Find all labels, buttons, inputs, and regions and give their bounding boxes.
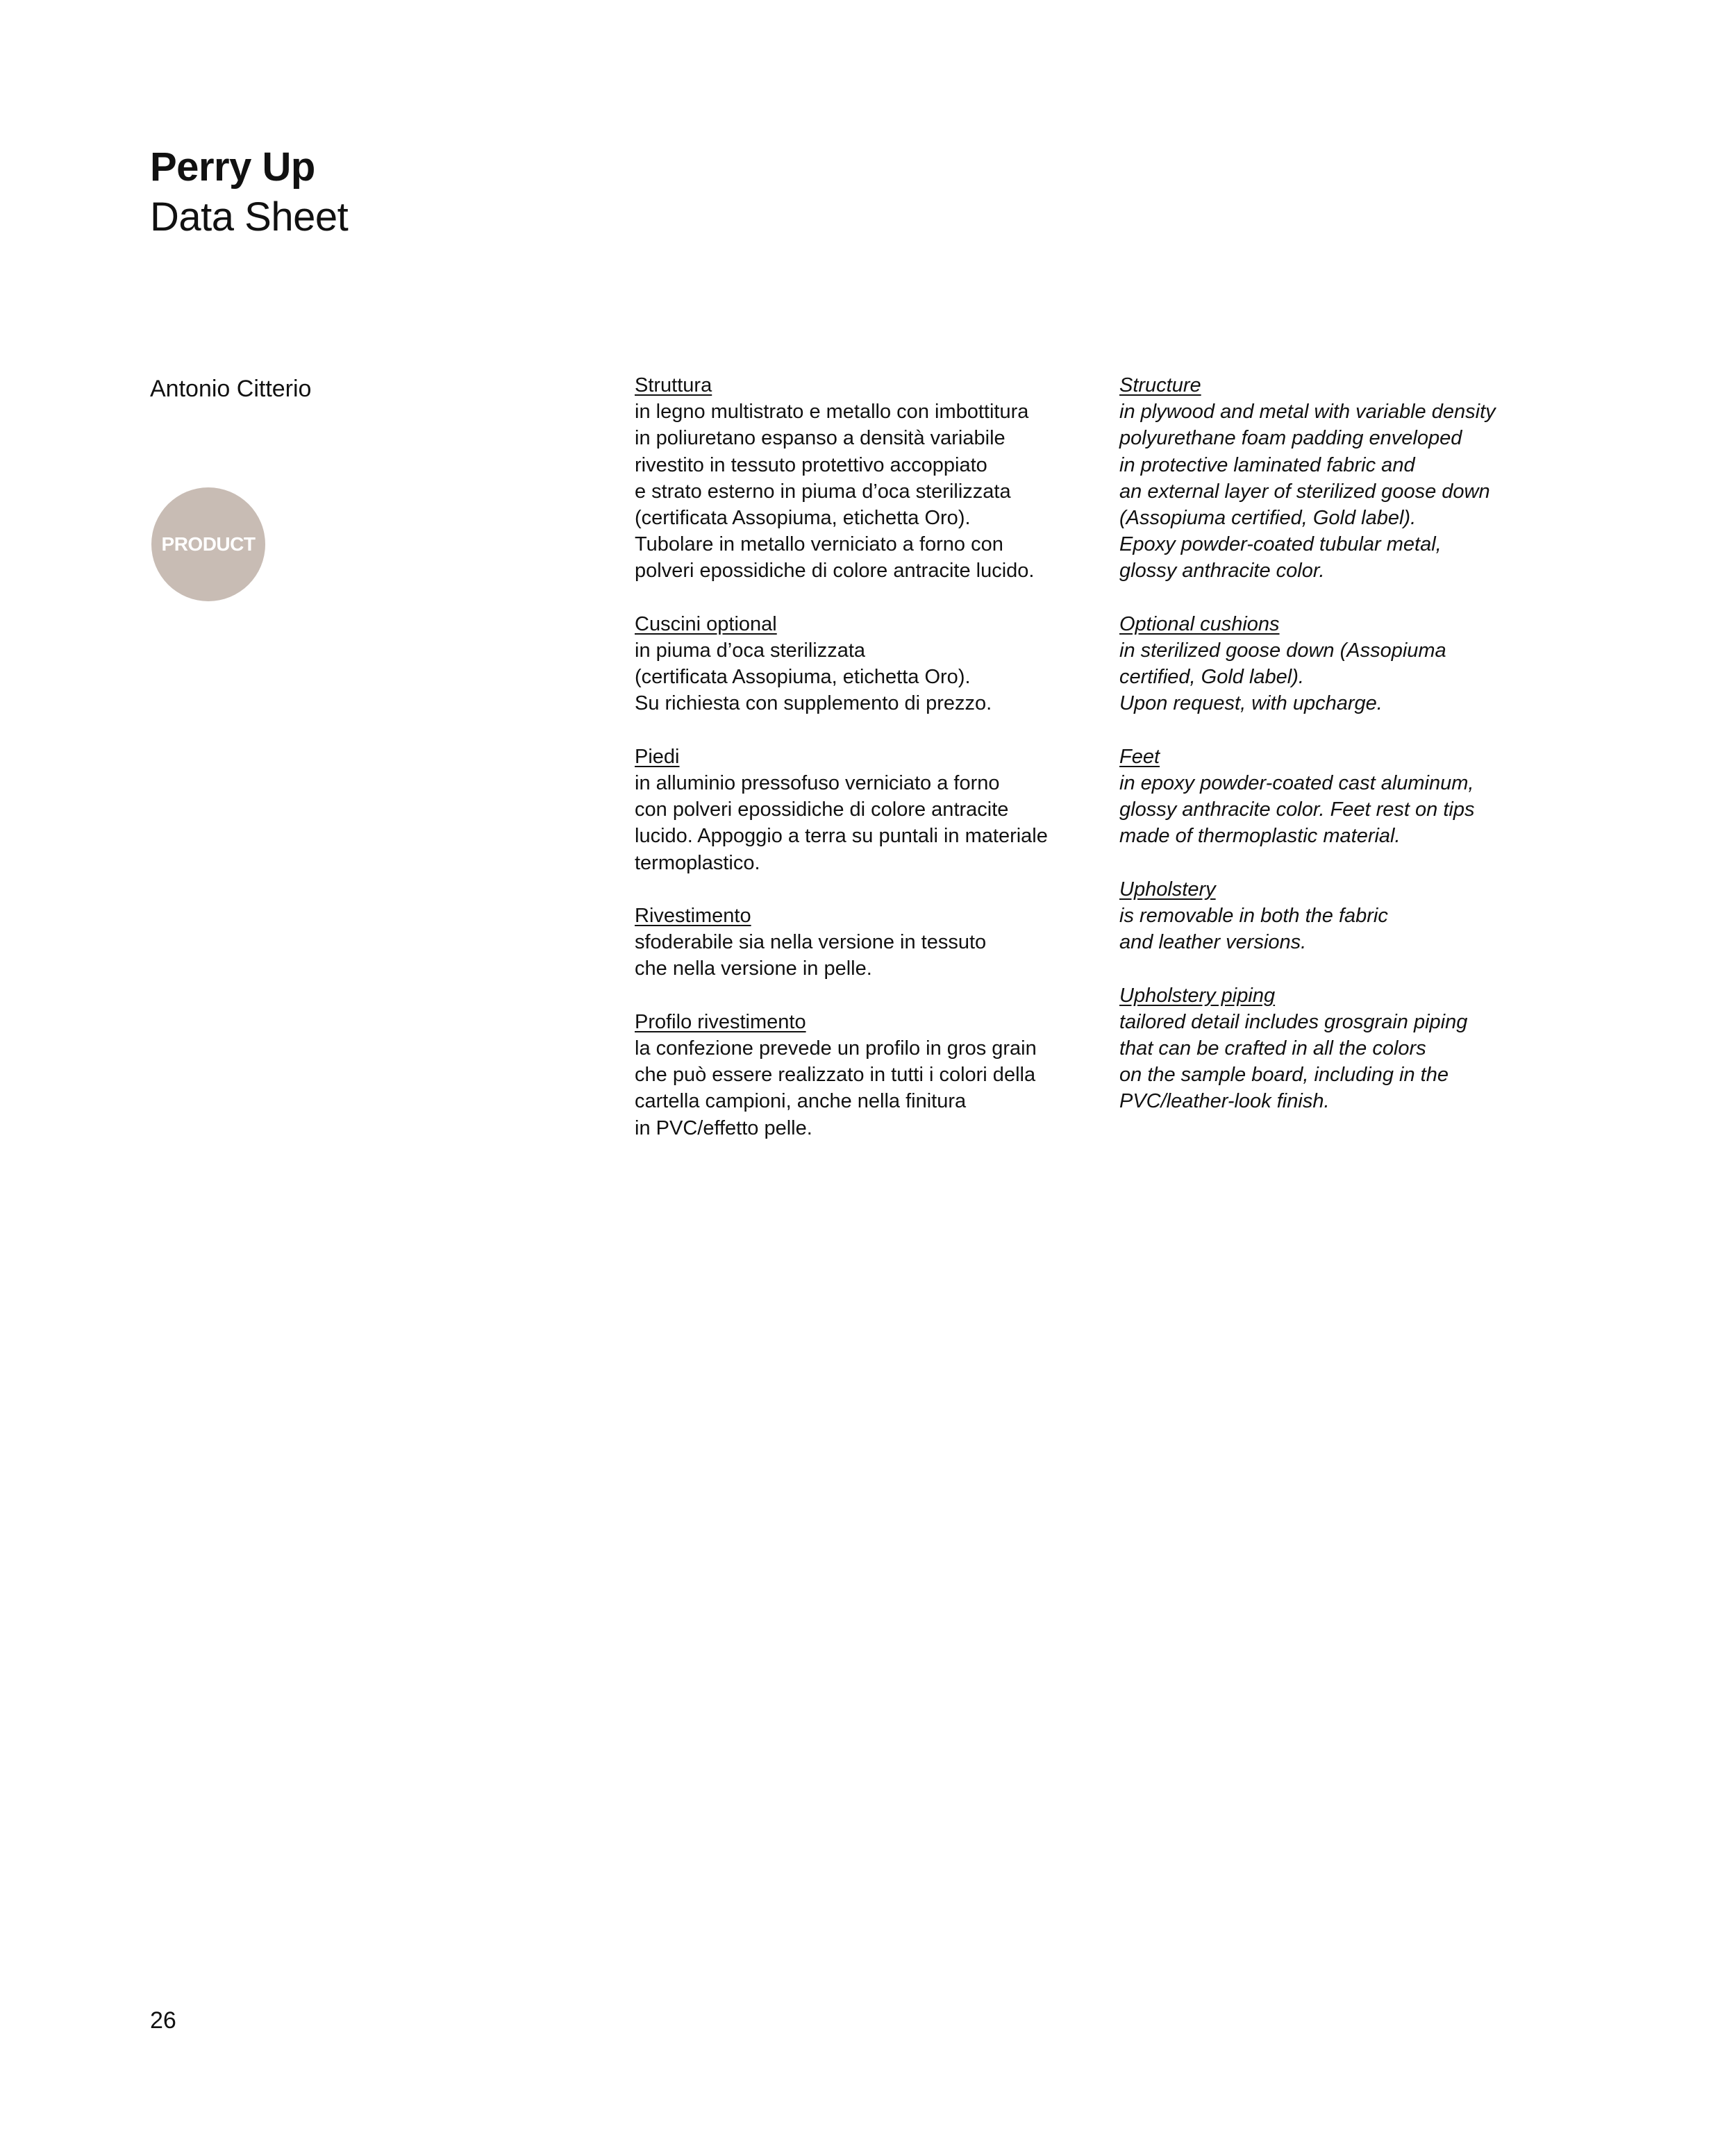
spec-line: in alluminio pressofuso verniciato a forno xyxy=(635,772,1000,795)
spec-line: Tubolare in metallo verniciato a forno con xyxy=(635,533,1003,556)
spec-line: PVC/leather-look finish. xyxy=(1119,1090,1330,1113)
spec-line: and leather versions. xyxy=(1119,931,1307,954)
spec-line: Su richiesta con supplemento di prezzo. xyxy=(635,692,992,715)
spec-heading: Optional cushions xyxy=(1119,612,1280,635)
page-number: 26 xyxy=(150,2007,176,2034)
spec-section xyxy=(635,372,1114,585)
spec-line: che nella versione in pelle. xyxy=(635,957,872,980)
spec-heading: Cuscini optional xyxy=(635,612,777,635)
italian-specifications xyxy=(635,372,1114,1168)
product-badge xyxy=(151,487,265,601)
spec-line: sfoderabile sia nella versione in tessuto xyxy=(635,931,987,954)
spec-section xyxy=(1119,982,1605,1115)
spec-line: rivestito in tessuto protettivo accoppiato xyxy=(635,453,987,476)
spec-line: polyurethane foam padding enveloped xyxy=(1119,427,1462,450)
spec-section xyxy=(1119,611,1605,717)
spec-line: glossy anthracite color. Feet rest on tips xyxy=(1119,798,1475,821)
spec-heading: Upholstery xyxy=(1119,878,1216,901)
spec-line: in plywood and metal with variable density xyxy=(1119,401,1496,424)
spec-section xyxy=(1119,744,1605,850)
spec-line: la confezione prevede un profilo in gros grain xyxy=(635,1037,1037,1060)
spec-heading: Rivestimento xyxy=(635,905,751,928)
spec-line: in piuma d’oca sterilizzata xyxy=(635,639,866,662)
spec-line: made of thermoplastic material. xyxy=(1119,825,1401,848)
document-subtitle: Data Sheet xyxy=(150,194,349,240)
spec-line: (certificata Assopiuma, etichetta Oro). xyxy=(635,666,971,689)
spec-section xyxy=(1119,876,1605,956)
spec-line: (certificata Assopiuma, etichetta Oro). xyxy=(635,507,971,530)
spec-line: an external layer of sterilized goose down xyxy=(1119,480,1490,503)
spec-line: lucido. Appoggio a terra su puntali in materiale xyxy=(635,825,1048,848)
designer-name: Antonio Citterio xyxy=(150,376,312,402)
spec-heading: Structure xyxy=(1119,374,1201,396)
spec-line: con polveri epossidiche di colore antracite xyxy=(635,798,1009,821)
spec-line: Epoxy powder-coated tubular metal, xyxy=(1119,533,1442,556)
spec-line: certified, Gold label). xyxy=(1119,666,1304,689)
spec-line: in epoxy powder-coated cast aluminum, xyxy=(1119,772,1474,795)
spec-section xyxy=(635,744,1114,876)
spec-line: termoplastico. xyxy=(635,851,760,874)
spec-line: Upon request, with upcharge. xyxy=(1119,692,1383,715)
spec-line: on the sample board, including in the xyxy=(1119,1064,1449,1087)
spec-line: cartella campioni, anche nella finitura xyxy=(635,1090,967,1113)
spec-line: in sterilized goose down (Assopiuma xyxy=(1119,639,1446,662)
product-title: Perry Up xyxy=(150,144,315,190)
spec-line: that can be crafted in all the colors xyxy=(1119,1037,1426,1060)
spec-line: polveri epossidiche di colore antracite lucido. xyxy=(635,560,1035,583)
spec-line: tailored detail includes grosgrain piping xyxy=(1119,1010,1468,1033)
spec-heading: Upholstery piping xyxy=(1119,984,1276,1007)
spec-section xyxy=(1119,372,1605,585)
spec-line: in protective laminated fabric and xyxy=(1119,453,1415,476)
spec-heading: Struttura xyxy=(635,374,712,396)
spec-heading: Profilo rivestimento xyxy=(635,1010,806,1033)
product-badge-label: PRODUCT xyxy=(161,533,256,555)
spec-heading: Feet xyxy=(1119,745,1160,768)
spec-line: che può essere realizzato in tutti i colori della xyxy=(635,1064,1036,1087)
spec-section xyxy=(635,611,1114,717)
spec-section xyxy=(635,903,1114,982)
spec-line: is removable in both the fabric xyxy=(1119,905,1388,928)
spec-line: in PVC/effetto pelle. xyxy=(635,1116,812,1139)
spec-line: glossy anthracite color. xyxy=(1119,560,1325,583)
spec-line: in legno multistrato e metallo con imbottitura xyxy=(635,401,1029,424)
spec-line: (Assopiuma certified, Gold label). xyxy=(1119,507,1417,530)
english-specifications xyxy=(1119,372,1605,1141)
spec-line: in poliuretano espanso a densità variabile xyxy=(635,427,1005,450)
spec-section xyxy=(635,1009,1114,1141)
spec-heading: Piedi xyxy=(635,745,680,768)
spec-line: e strato esterno in piuma d’oca sterilizzata xyxy=(635,480,1011,503)
